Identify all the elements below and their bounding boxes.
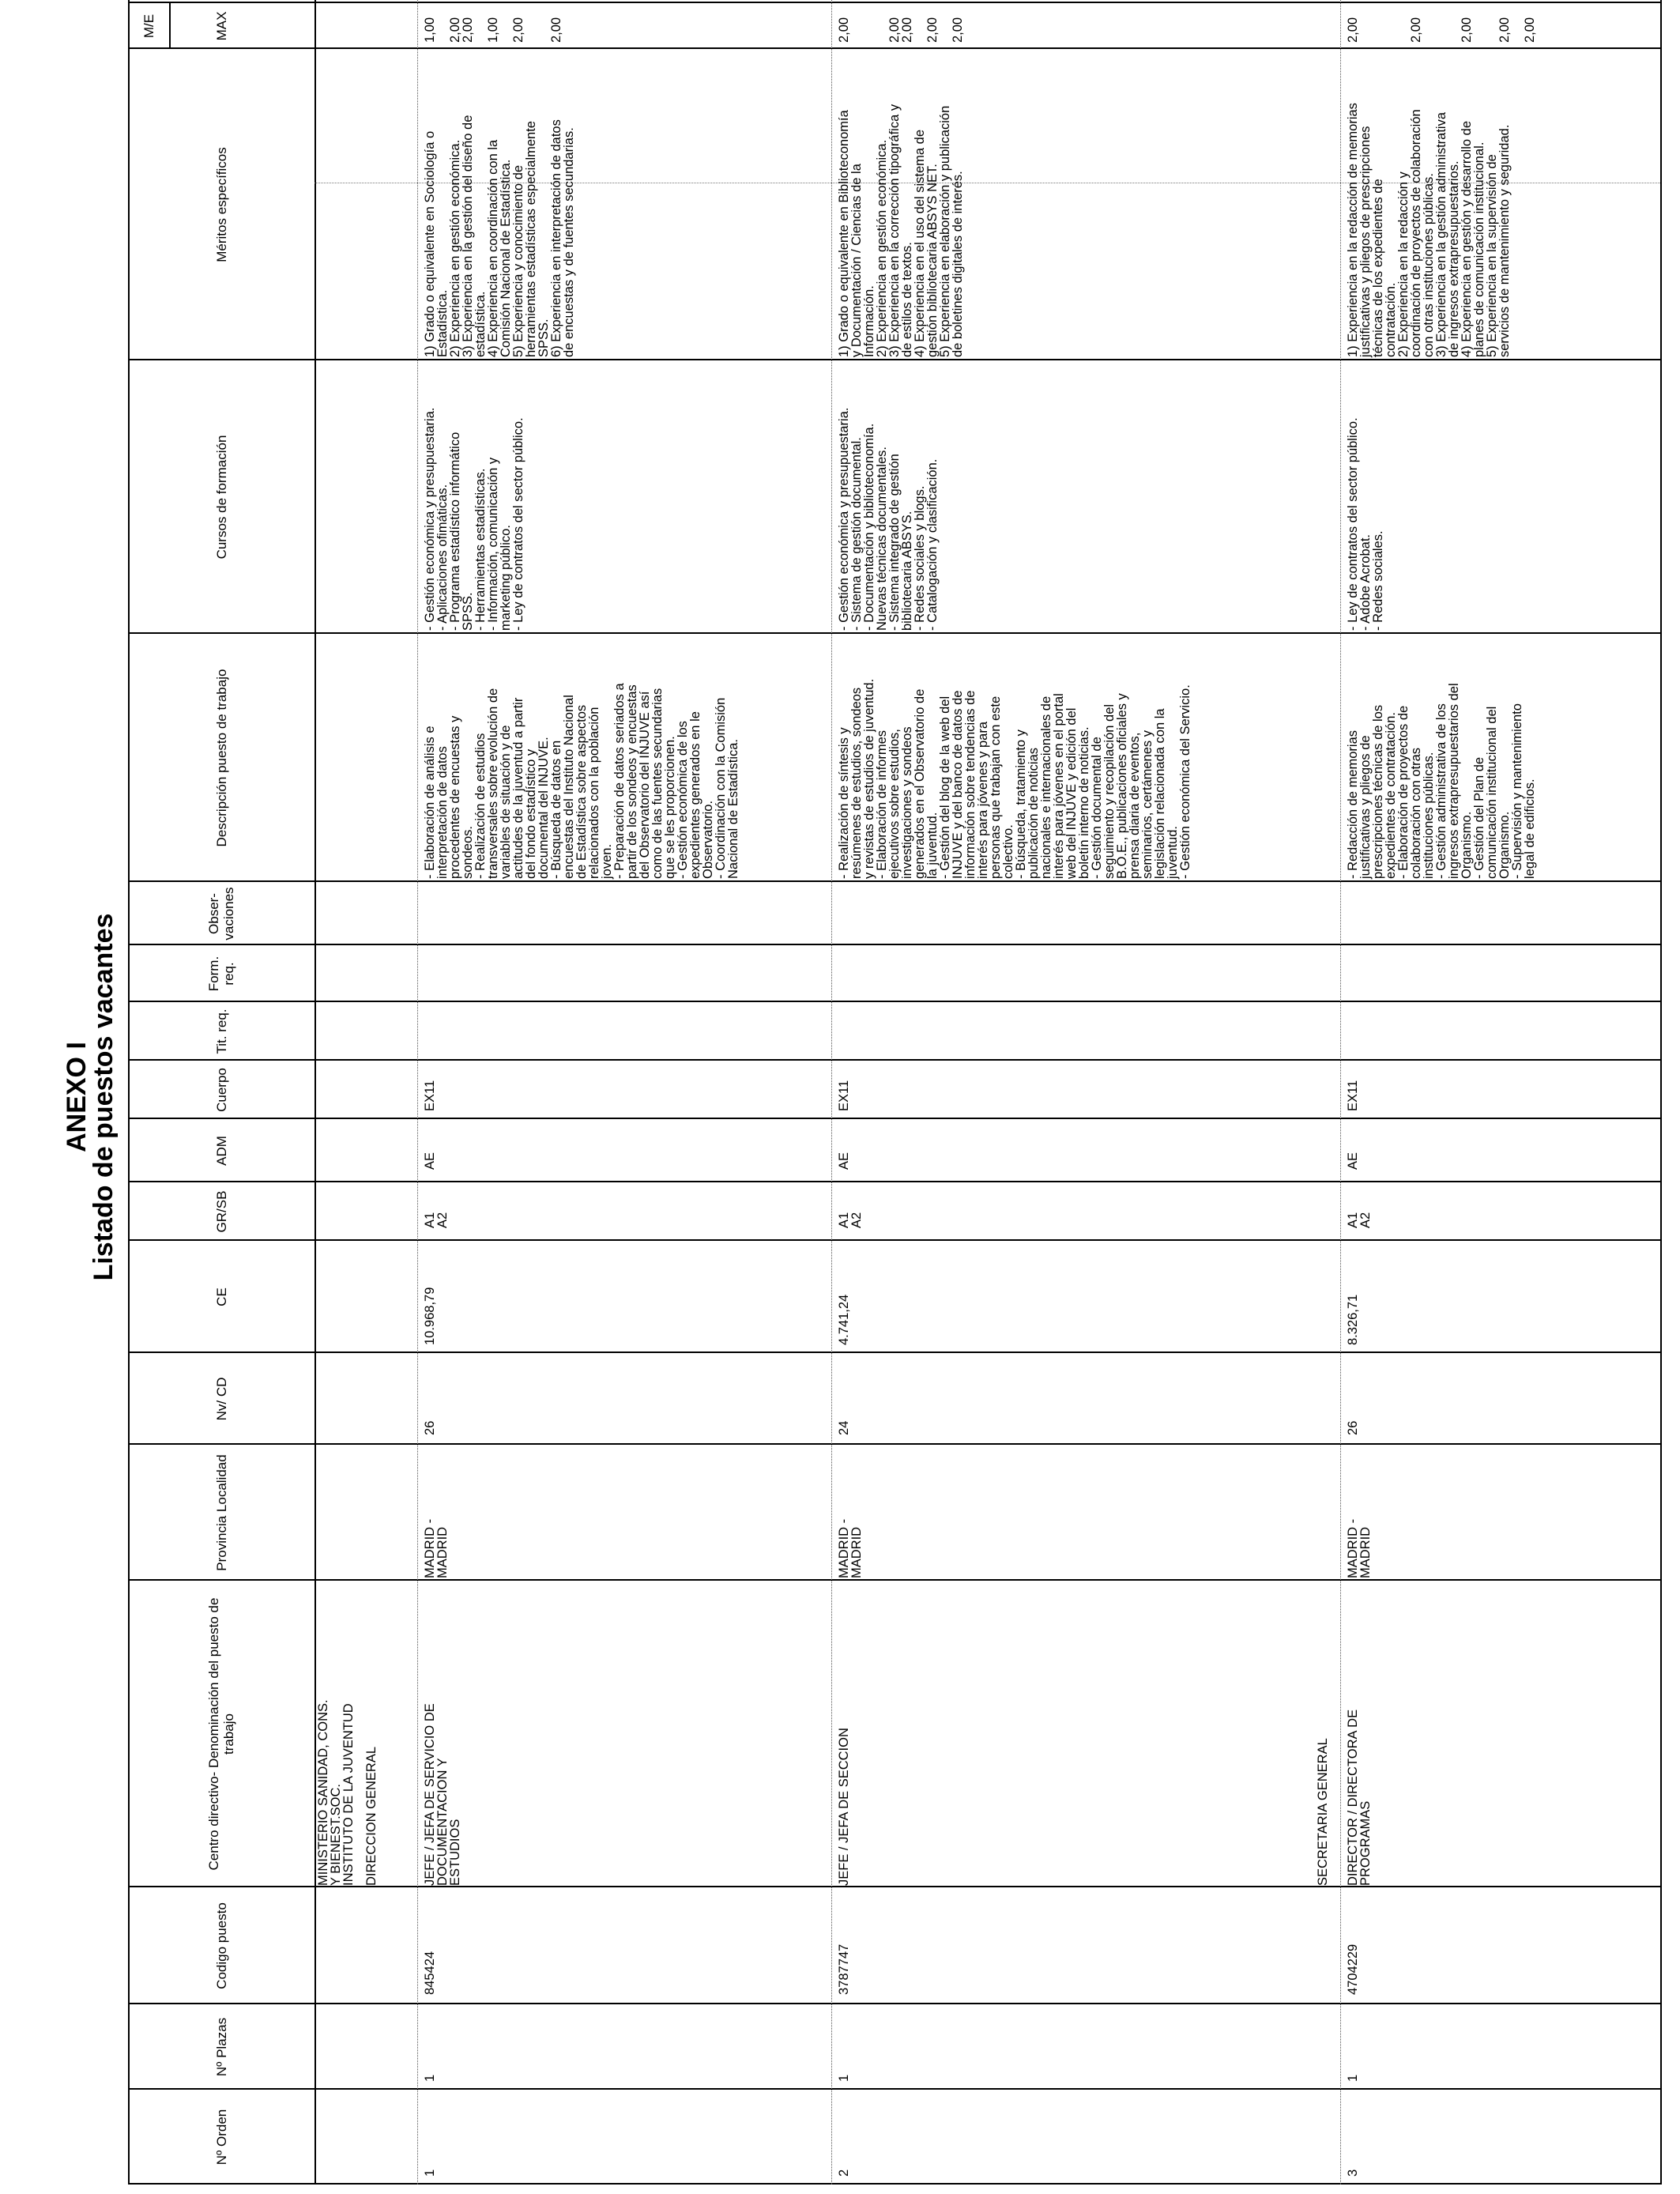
header-me: M/E bbox=[141, 13, 156, 39]
vacancies-table bbox=[128, 0, 1662, 2185]
header-obs: Obser- vaciones bbox=[206, 887, 236, 941]
codigo-cell: 3787747 bbox=[837, 1943, 851, 1995]
puesto-cell: JEFE / JEFA DE SERVICIO DE DOCUMENTACION Y ESTUDIOS bbox=[423, 1703, 462, 1886]
header-cursos: Cursos de formación bbox=[213, 435, 229, 560]
provincia-cell: MADRID - MADRID bbox=[837, 1518, 864, 1578]
header-adm: ADM bbox=[213, 1136, 229, 1166]
secretaria-label: SECRETARIA GENERAL bbox=[1316, 1738, 1330, 1886]
cursos-cell: - Gestión económica y presupuestaria. - Aplicaciones ofimáticas. - Programa estadístico informático SPSS. - Herramientas estadísticas. - Información, comunicación y marketing público. - Ley de contratos del sector público. bbox=[423, 407, 525, 631]
max-value: 2,00 bbox=[900, 17, 914, 43]
max-value: 2,00 bbox=[1409, 17, 1423, 43]
header-tit: Tit. req. bbox=[213, 1008, 229, 1054]
max-value: 2,00 bbox=[511, 17, 525, 43]
adm-cell: AE bbox=[423, 1152, 437, 1170]
ce-cell: 10.968,79 bbox=[423, 1287, 437, 1345]
ministerio-label: MINISTERIO SANIDAD, CONS. Y BIENEST.SOC. INSTITUTO DE LA JUVENTUD bbox=[316, 1699, 356, 1886]
cuerpo-cell: EX11 bbox=[837, 1080, 851, 1111]
nivel-cell: 26 bbox=[423, 1420, 437, 1435]
nivel-cell: 26 bbox=[1346, 1420, 1360, 1435]
grsb-cell: A1 A2 bbox=[1346, 1212, 1373, 1228]
meritos-cell: 1) Experiencia en la redacción de memorias justificativas y pliegos de prescripciones técnicas de los expedientes de contratación. 2) Experiencia en la redacción y coordinación de proyectos de colaboración con otras instituciones públicas. 3) Experiencia en la gestión administrativa de ingresos extrapresupuestarios. 4) Experiencia en gestión y desarrollo de planes de comunicación institucional. 5) Experiencia en la supervisión de servicios de mantenimiento y seguridad. bbox=[1346, 103, 1512, 357]
orden-cell: 2 bbox=[837, 2169, 851, 2177]
max-value: 2,00 bbox=[1523, 17, 1537, 43]
header-cuerpo: Cuerpo bbox=[213, 1068, 229, 1112]
direccion-label: DIRECCION GENERAL bbox=[364, 1746, 379, 1886]
meritos-cell: 1) Grado o equivalente en Biblioteconomía y Documentación / Ciencias de la Información. 2) Experiencia en gestión económica. 3) Experiencia en la corrección tipográfica y de estilos de textos. 4) Experiencia en el uso del sistema de gestión bibliotecaria ABSYS NET. 5) Experiencia en elaboración y publicación de boletines digitales de interés. bbox=[837, 104, 965, 357]
header-provincia: Provincia Localidad bbox=[213, 1454, 229, 1571]
plazas-cell: 1 bbox=[1346, 2074, 1360, 2082]
header-descripcion: Descripción puesto de trabajo bbox=[213, 669, 229, 847]
max-value: 2,00 bbox=[837, 17, 851, 43]
ce-cell: 4.741,24 bbox=[837, 1294, 851, 1345]
cuerpo-cell: EX11 bbox=[423, 1080, 437, 1111]
max-value: 2,00 bbox=[925, 17, 940, 43]
max-value: 2,00 bbox=[549, 17, 563, 43]
meritos-cell: 1) Grado o equivalente en Sociología o Estadística. 2) Experiencia en gestión económica. 3) Experiencia en la gestión del diseño de estadística. 4) Experiencia en coordinación con la Comisión Nacional de Estadística. 5) Experiencia y conocimiento de herramientas estadísticas especialmente SPSS. 6) Experiencia en interpretación de datos de encuestas y de fuentes secundarias. bbox=[423, 115, 576, 357]
annex-title: ANEXO I bbox=[62, 1042, 92, 1152]
max-value: 2,00 bbox=[461, 17, 475, 43]
cursos-cell: - Ley de contratos del sector público. - Adobe Acrobat. - Redes sociales. bbox=[1346, 417, 1385, 631]
codigo-cell: 845424 bbox=[423, 1951, 437, 1995]
plazas-cell: 1 bbox=[423, 2074, 437, 2082]
header-nivel: Nv/ CD bbox=[213, 1377, 229, 1421]
adm-cell: AE bbox=[837, 1152, 851, 1170]
max-value: 2,00 bbox=[951, 17, 965, 43]
header-centro: Centro directivo- Denominación del puesto de trabajo bbox=[206, 1597, 236, 1871]
max-value: 2,00 bbox=[1346, 17, 1360, 43]
adm-cell: AE bbox=[1346, 1152, 1360, 1170]
max-value: 2,00 bbox=[887, 17, 902, 43]
header-codigo: Codigo puesto bbox=[213, 1902, 229, 1989]
header-grsb: GR/SB bbox=[213, 1190, 229, 1233]
plazas-cell: 1 bbox=[837, 2074, 851, 2082]
header-ce: CE bbox=[213, 1287, 229, 1306]
nivel-cell: 24 bbox=[837, 1420, 851, 1435]
max-value: 2,00 bbox=[1497, 17, 1512, 43]
header-orden: Nº Orden bbox=[213, 2109, 229, 2166]
puesto-cell: DIRECTOR / DIRECTORA DE PROGRAMAS bbox=[1346, 1709, 1373, 1886]
max-value: 1,00 bbox=[423, 17, 437, 43]
orden-cell: 1 bbox=[423, 2169, 437, 2177]
descripcion-cell: - Elaboración de análisis e interpretación de datos procedentes de encuestas y sondeos. - Realización de estudios transversales sobre evolución de variables de situación y de actitudes de la juventud a partir del fondo estadístico y documental del INJUVE. - Búsqueda de datos en encuestas del Instituto Nacional de Estadística sobre aspectos relacionados con la población joven. - Preparación de datos seriados a partir de los sondeos y encuestas del Observatorio del INJUVE así como de las fuentes secundarias que se les proporcionen. - Gestión económica de los expedientes generados en le Observatorio. - Coordinación con la Comisión Nacional de Estadística. bbox=[423, 683, 740, 879]
cursos-cell: - Gestión económica y presupuestaria. - Sistema de gestión documental. - Documentación y biblioteconomía. Nuevas técnicas documentales. - Sistema integrado de gestión bibliotecaria ABSYS. - Redes sociales y blogs. - Catalogación y clasificación. bbox=[837, 407, 940, 631]
grsb-cell: A1 A2 bbox=[423, 1212, 450, 1228]
annex-subtitle: Listado de puestos vacantes bbox=[89, 913, 119, 1281]
grsb-cell: A1 A2 bbox=[837, 1212, 864, 1228]
codigo-cell: 4704229 bbox=[1346, 1943, 1360, 1995]
orden-cell: 3 bbox=[1346, 2169, 1360, 2177]
header-plazas: Nº Plazas bbox=[213, 2017, 229, 2077]
descripcion-cell: - Realización de síntesis y resúmenes de estudios, sondeos y revistas de estudios de juventud. - Elaboración de informes ejecutivos sobre estudios, investigaciones y sondeos generados en el Observatorio de la juventud. - Gestión del blog de la web del INJUVE y del banco de datos de información sobre tendencias de interés para jóvenes y para personas que trabajan con este colectivo. - Búsqueda, tratamiento y publicación de noticias nacionales e internacionales de interés para jóvenes en el portal web del INJUVE y edición del boletín interno de noticias. - Gestión documental de seguimiento y recopilación del B.O.E., publicaciones oficiales y prensa diaria de eventos, seminarios, certámenes y legislación relacionada con la juventud. - Gestión económica del Servicio. bbox=[837, 678, 1192, 879]
header-form: Form. req. bbox=[206, 956, 236, 992]
provincia-cell: MADRID - MADRID bbox=[423, 1518, 450, 1578]
max-value: 2,00 bbox=[448, 17, 462, 43]
max-value: 1,00 bbox=[486, 17, 500, 43]
puesto-cell: JEFE / JEFA DE SECCION bbox=[837, 1728, 851, 1886]
ce-cell: 8.326,71 bbox=[1346, 1294, 1360, 1345]
cuerpo-cell: EX11 bbox=[1346, 1080, 1360, 1111]
provincia-cell: MADRID - MADRID bbox=[1346, 1518, 1373, 1578]
descripcion-cell: - Redacción de memorias justificativas y pliegos de prescripciones técnicas de los expedientes de contratación. - Elaboración de proyectos de colaboración con otras instituciones públicas. - Gestión administrativa de los ingresos extrapresupuestarios del Organismo. - Gestión del Plan de comunicación institucional del Organismo. - Supervisión y mantenimiento legal de edificios. bbox=[1346, 683, 1537, 879]
header-meritos: Méritos específicos bbox=[213, 147, 229, 262]
header-max: MAX bbox=[213, 11, 229, 41]
max-value: 2,00 bbox=[1460, 17, 1474, 43]
